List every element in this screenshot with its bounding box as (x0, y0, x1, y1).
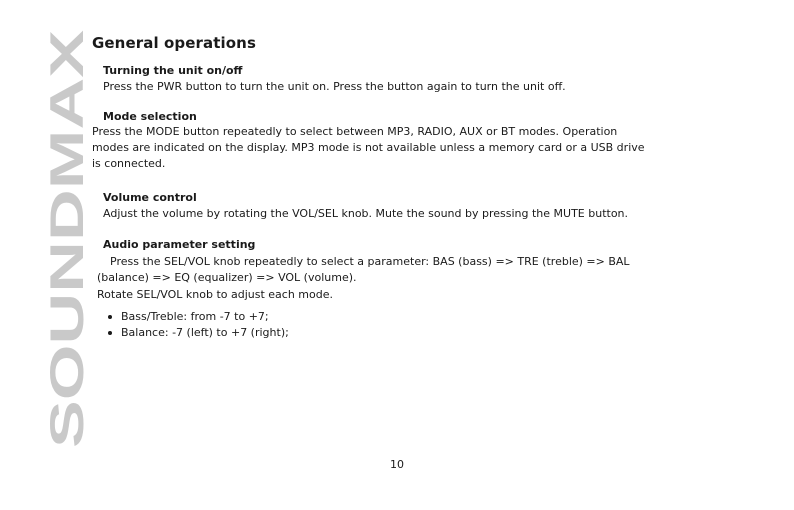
section-heading-audio: Audio parameter setting (103, 238, 256, 251)
section-heading-mode: Mode selection (103, 110, 197, 123)
section-heading-volume: Volume control (103, 191, 197, 204)
section-body-mode-line-3: is connected. (92, 157, 166, 170)
list-item (106, 325, 289, 341)
page-title: General operations (92, 34, 256, 52)
section-heading-power: Turning the unit on/off (103, 64, 243, 77)
section-body-audio-line-2: (balance) => EQ (equalizer) => VOL (volume). (97, 271, 357, 284)
section-body-mode-line-1: Press the MODE button repeatedly to select between MP3, RADIO, AUX or BT modes. Operation (92, 125, 618, 138)
section-body-audio-line-3: Rotate SEL/VOL knob to adjust each mode. (97, 288, 333, 301)
logo-text: SOUNDMAX (40, 173, 93, 448)
section-body-power: Press the PWR button to turn the unit on. Press the button again to turn the unit off. (103, 80, 566, 93)
section-body-mode-line-2: modes are indicated on the display. MP3 mode is not available unless a memory card or a USB drive (92, 141, 645, 154)
brand-logo (40, 28, 93, 448)
soundmax-logo (40, 28, 93, 448)
list-item (106, 309, 289, 325)
audio-parameter-list (106, 309, 289, 341)
section-body-volume: Adjust the volume by rotating the VOL/SEL knob. Mute the sound by pressing the MUTE button. (103, 207, 629, 220)
page-number: 10 (390, 458, 404, 471)
bullet-icon (108, 315, 112, 319)
section-body-audio-line-1: Press the SEL/VOL knob repeatedly to select a parameter: BAS (bass) => TRE (treble) => BAL (110, 255, 630, 268)
list-item-text: Balance: -7 (left) to +7 (right); (121, 326, 289, 339)
bullet-icon (108, 331, 112, 335)
list-item-text: Bass/Treble: from -7 to +7; (121, 310, 269, 323)
